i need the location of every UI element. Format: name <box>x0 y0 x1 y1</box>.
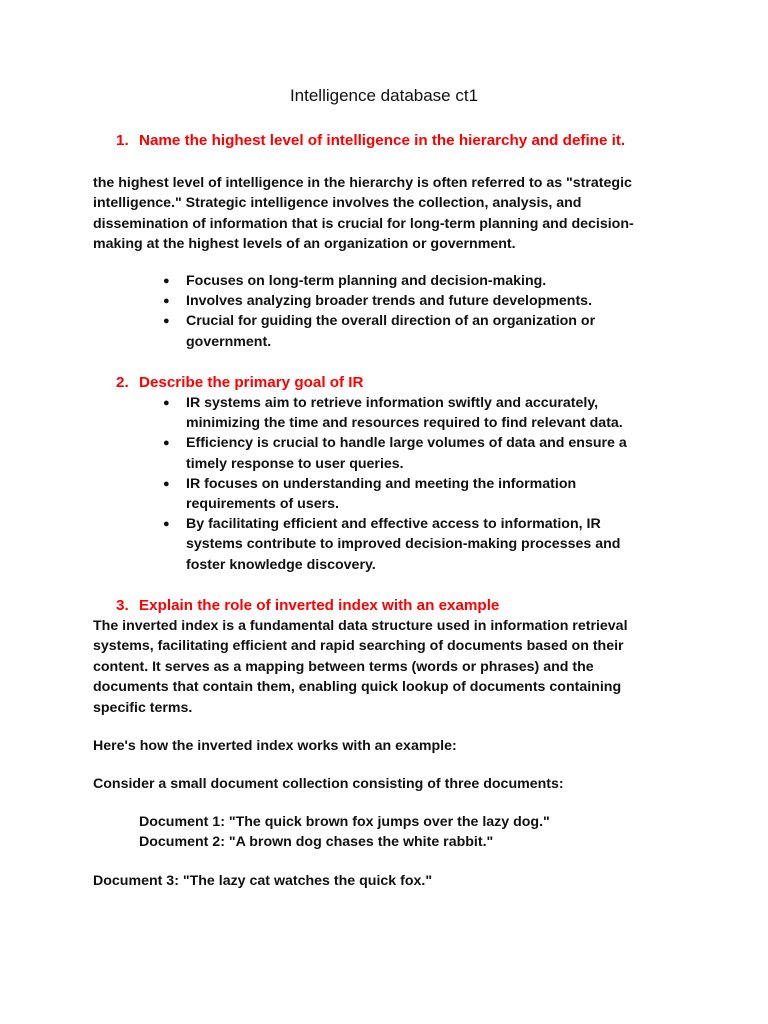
bullet-dot-icon: ● <box>163 275 170 287</box>
section-3-heading-text: Explain the role of inverted index with an example <box>139 597 500 614</box>
collection-intro: Consider a small document collection consisting of three documents: <box>93 776 564 792</box>
list-item: ● Involves analyzing broader trends and future developments. <box>163 291 643 311</box>
list-item: ● IR systems aim to retrieve information swiftly and accurately, minimizing the time and resources required to find relevant data. <box>163 395 623 432</box>
document-3-line: Document 3: "The lazy cat watches the quick fox." <box>93 873 433 889</box>
document-1-line: Document 1: "The quick brown fox jumps over the lazy dog." <box>139 814 550 830</box>
section-1-number: 1. <box>116 132 129 149</box>
section-1-heading-text: Name the highest level of intelligence in the hierarchy and define it. <box>139 132 626 149</box>
document-2-line: Document 2: "A brown dog chases the white rabbit." <box>139 834 494 850</box>
section-2-heading <box>116 373 676 393</box>
list-item: ● By facilitating efficient and effective access to information, IR systems contribute to improved decision-making processes and foster knowledge discovery. <box>163 516 621 573</box>
example-intro: Here's how the inverted index works with an example: <box>93 738 457 754</box>
section-2-bullet-list <box>163 393 643 575</box>
section-2-heading-text: Describe the primary goal of IR <box>139 374 364 391</box>
section-2-number: 2. <box>116 374 129 391</box>
bullet-dot-icon: ● <box>163 397 170 409</box>
bullet-dot-icon: ● <box>163 295 170 308</box>
section-3-number: 3. <box>116 597 129 614</box>
list-item: ● IR focuses on understanding and meeting the information requirements of users. <box>163 475 577 513</box>
bullet-dot-icon: ● <box>163 315 170 328</box>
section-1-bullet-list <box>163 271 643 352</box>
list-item: ● Crucial for guiding the overall direction of an organization or government. <box>163 313 596 350</box>
bullet-dot-icon: ● <box>163 518 170 531</box>
section-1-paragraph: the highest level of intelligence in the hierarchy is often referred to as "strategic intelligence." Strategic intelligence involves the collection, analysis, and dissemination of information that is crucial for long-term planning and decision-making at the highest levels of an organization or government. <box>93 175 634 253</box>
bullet-dot-icon: ● <box>163 477 170 490</box>
section-1-heading <box>116 131 676 151</box>
list-item: ● Efficiency is crucial to handle large volumes of data and ensure a timely response to user queries. <box>163 435 627 472</box>
section-3-heading <box>116 596 676 616</box>
page-title: Intelligence database ct1 <box>289 86 479 105</box>
bullet-dot-icon: ● <box>163 437 170 450</box>
section-3-paragraph: The inverted index is a fundamental data structure used in information retrieval systems, facilitating efficient and rapid searching of documents based on their content. It serves as a mapping between terms (words or phrases) and the documents that contain them, enabling quick lookup of documents containing specific terms. <box>93 618 628 716</box>
list-item: ● Focuses on long-term planning and decision-making. <box>163 271 643 291</box>
